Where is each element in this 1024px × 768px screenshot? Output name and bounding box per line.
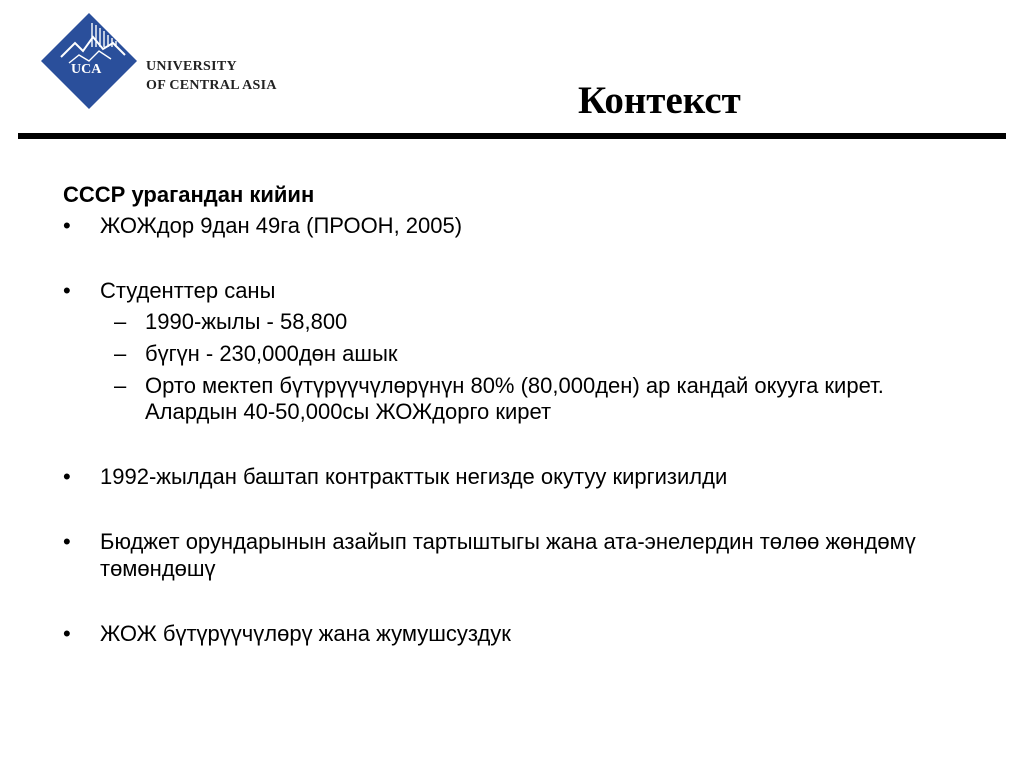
sub-bullet-text: Орто мектеп бүтүрүүчүлөрүнүн 80% (80,000ден) ар кандай окууга кирет. Алардын 40-50,000сы ЖОЖдорго кирет [145, 373, 884, 424]
bullet-item [63, 277, 983, 304]
sub-bullet-item [63, 373, 905, 425]
bullet-item [63, 620, 983, 647]
bullet-text: Бюджет орундарынын азайып тартыштыгы жана ата-энелердин төлөө жөндөмү төмөндөшү [100, 529, 916, 581]
bullet-text: Студенттер саны [100, 278, 276, 303]
uca-logo [41, 13, 137, 109]
bullet-text: ЖОЖ бүтүрүүчүлөрү жана жумушсуздук [100, 621, 511, 646]
bullet-marker: • [63, 278, 71, 303]
bullet-text: 1992-жылдан баштап контракттык негизде окутуу киргизилди [100, 464, 728, 489]
university-name-line1: UNIVERSITY [146, 59, 237, 74]
slide-content [63, 178, 983, 647]
spacer [63, 582, 983, 620]
logo-text: UCA [71, 62, 102, 77]
sub-bullet-text: 1990-жылы - 58,800 [145, 309, 348, 334]
sub-bullet-marker: – [114, 341, 127, 366]
title-divider [18, 133, 1006, 139]
spacer [63, 239, 983, 277]
sub-bullet-text: бүгүн - 230,000дөн ашык [145, 341, 398, 366]
sub-bullet-item [63, 341, 983, 367]
uca-diamond-logo-icon [41, 13, 137, 109]
sub-bullet-marker: – [114, 373, 127, 398]
section-heading: СССР урагандан кийин [63, 182, 315, 207]
bullet-marker: • [63, 529, 71, 554]
university-name [146, 57, 277, 95]
bullet-item [63, 528, 920, 582]
bullet-item [63, 212, 983, 239]
spacer [63, 490, 983, 528]
bullet-item [63, 463, 983, 490]
bullet-marker: • [63, 464, 71, 489]
spacer [63, 425, 983, 463]
slide-title: Контекст [578, 79, 741, 122]
bullet-marker: • [63, 213, 71, 238]
university-name-line2: OF CENTRAL ASIA [146, 78, 277, 93]
sub-bullet-marker: – [114, 309, 127, 334]
bullet-marker: • [63, 621, 71, 646]
bullet-text: ЖОЖдор 9дан 49га (ПРООН, 2005) [100, 213, 463, 238]
sub-bullet-item [63, 309, 983, 335]
